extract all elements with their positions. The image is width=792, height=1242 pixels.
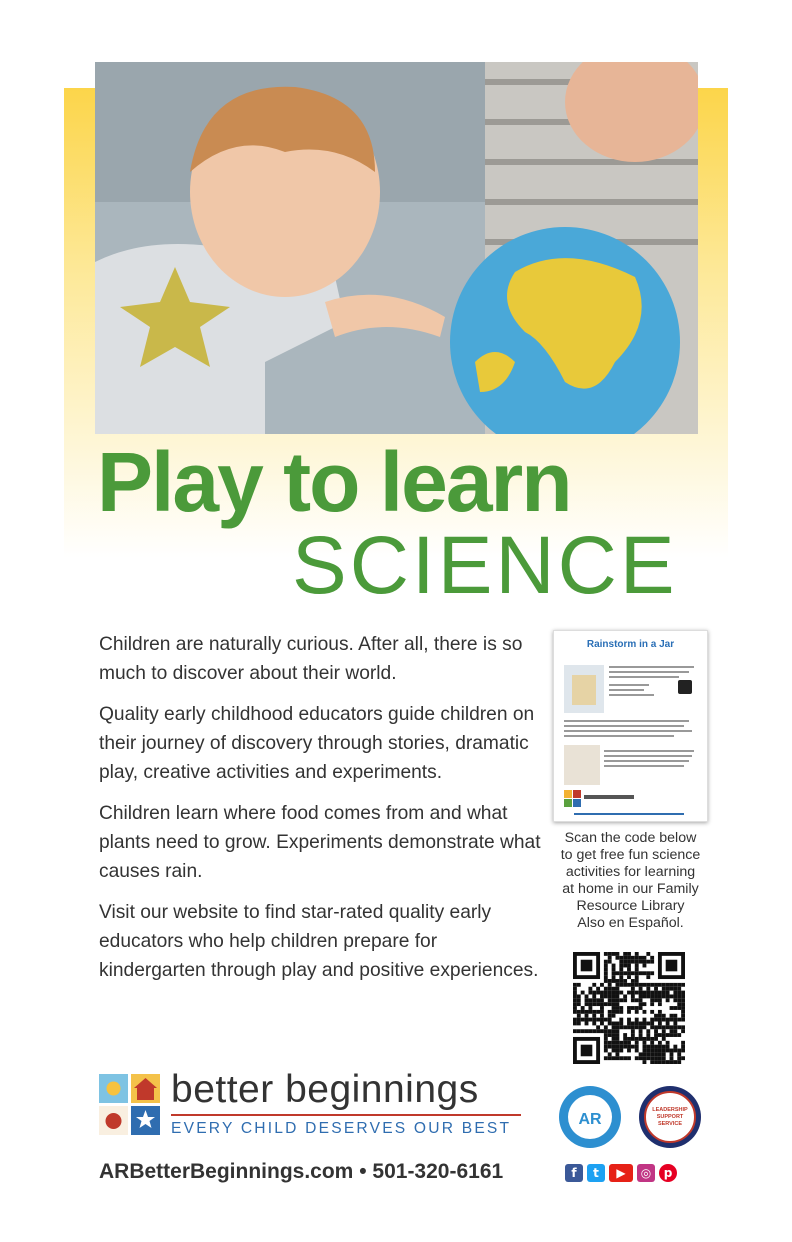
scan-line: Also en Español. bbox=[577, 915, 684, 931]
scan-line: activities for learning bbox=[565, 864, 696, 880]
twitter-icon[interactable]: t bbox=[587, 1164, 605, 1182]
flyer-content-graphic bbox=[554, 650, 707, 820]
flyer-title: Rainstorm in a Jar bbox=[586, 639, 675, 650]
scan-instructions bbox=[548, 830, 713, 932]
brand-tagline: EVERY CHILD DESERVES OUR BEST bbox=[171, 1120, 512, 1137]
footer-contact bbox=[99, 1160, 503, 1184]
social-icons bbox=[565, 1164, 677, 1182]
seal-line: SUPPORT bbox=[656, 1114, 684, 1120]
seal-letters: AR bbox=[578, 1111, 602, 1128]
body-paragraph: Children are naturally curious. After all, there is so much to discover about their world. bbox=[99, 634, 523, 684]
scan-line: to get free fun science bbox=[560, 847, 701, 863]
headline-play-to-learn: Play to learn bbox=[97, 435, 571, 529]
scan-line: Resource Library bbox=[576, 898, 685, 914]
activity-flyer-thumbnail bbox=[553, 630, 708, 822]
phone-number[interactable]: 501-320-6161 bbox=[372, 1160, 504, 1183]
hero-photo-child-with-globe bbox=[95, 62, 698, 434]
instagram-icon[interactable]: ◎ bbox=[637, 1164, 655, 1182]
scan-line: Scan the code below bbox=[564, 830, 697, 846]
facebook-icon[interactable]: f bbox=[565, 1164, 583, 1182]
youtube-icon[interactable]: ▶ bbox=[609, 1164, 633, 1182]
body-paragraph: Visit our website to find star-rated quality early educators who help children prepare for kindergarten through play and positive experiences. bbox=[99, 902, 539, 981]
logo-tiles-icon bbox=[99, 1074, 161, 1136]
arkansas-dept-education-seal bbox=[558, 1085, 622, 1149]
qr-code[interactable] bbox=[573, 952, 685, 1064]
pinterest-icon[interactable]: p bbox=[659, 1164, 677, 1182]
scan-line: at home in our Family bbox=[562, 881, 699, 897]
seal-line: SERVICE bbox=[657, 1121, 683, 1127]
body-paragraph: Children learn where food comes from and what plants need to grow. Experiments demonstrate what causes rain. bbox=[99, 803, 541, 882]
brand-name: better beginnings bbox=[171, 1068, 479, 1111]
website-link[interactable]: ARBetterBeginnings.com bbox=[99, 1160, 354, 1183]
brand-divider bbox=[171, 1114, 521, 1116]
headline-science: SCIENCE bbox=[292, 520, 678, 611]
body-copy bbox=[99, 630, 544, 997]
seal-line: LEADERSHIP bbox=[652, 1107, 688, 1113]
body-paragraph: Quality early childhood educators guide children on their journey of discovery through stories, dramatic play, creative activities and experiments. bbox=[99, 704, 535, 783]
separator-dot: • bbox=[359, 1160, 367, 1183]
leadership-support-service-seal bbox=[638, 1085, 702, 1149]
